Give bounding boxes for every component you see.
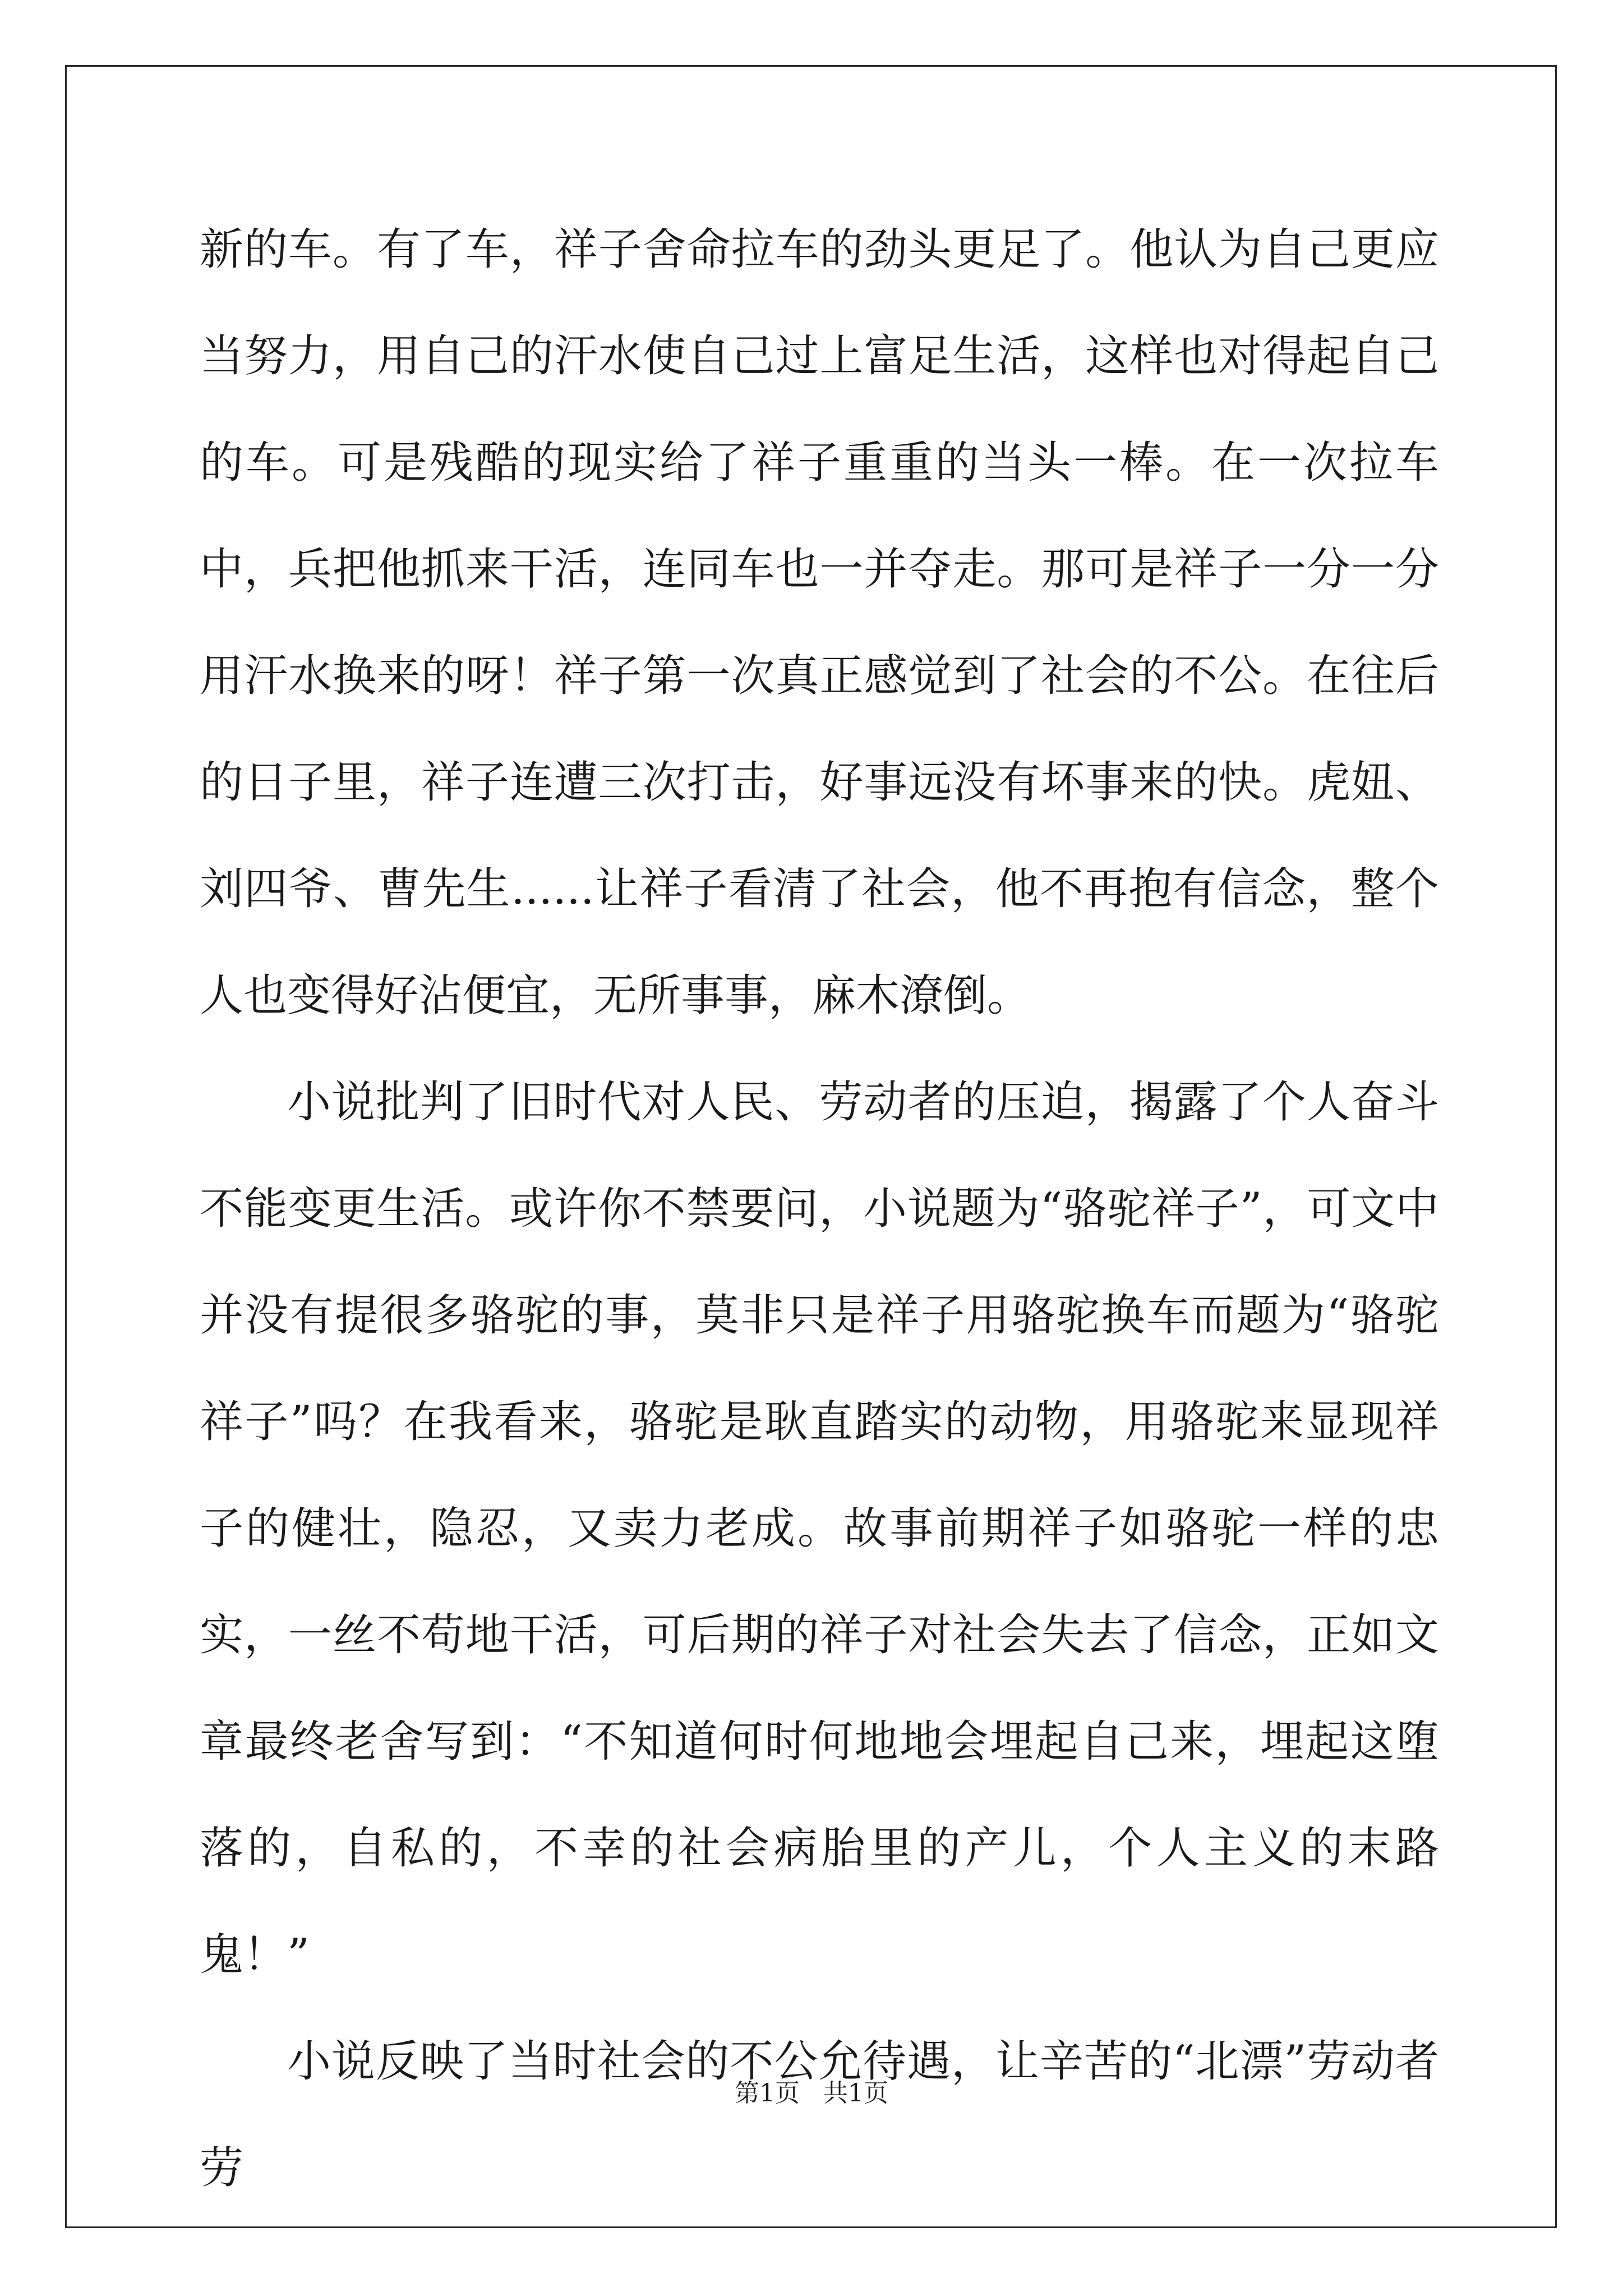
document-body [200,196,1439,2221]
paragraph-3: 小说反映了当时社会的不公允待遇，让辛苦的“北漂”劳动者劳 [200,2036,1439,2193]
paragraph-2: 小说批判了旧时代对人民、劳动者的压迫，揭露了个人奋斗不能变更生活。或许你不禁要问，小说题为“骆驼祥子”，可文中并没有提很多骆驼的事，莫非只是祥子用骆驼换车而题为“骆驼祥子”吗？在我看来，骆驼是耿直踏实的动物，用骆驼来显现祥子的健壮，隐忍，又卖力老成。故事前期祥子如骆驼一样的忠实，一丝不苟地干活，可后期的祥子对社会失去了信念，正如文章最终老舍写到：“不知道何时何地地会埋起自己来，埋起这堕落的，自私的，不幸的社会病胎里的产儿，个人主义的末路鬼！” [200,1077,1439,1980]
paragraph-1: 新的车。有了车，祥子舍命拉车的劲头更足了。他认为自己更应当努力，用自己的汗水使自己过上富足生活，这样也对得起自己的车。可是残酷的现实给了祥子重重的当头一棒。在一次拉车中，兵把他抓来干活，连同车也一并夺走。那可是祥子一分一分用汗水换来的呀！祥子第一次真正感觉到了社会的不公。在往后的日子里，祥子连遭三次打击，好事远没有坏事来的快。虎妞、刘四爷、曹先生......让祥子看清了社会，他不再抱有信念，整个人也变得好沾便宜，无所事事，麻木潦倒。 [200,224,1439,1021]
page-number-footer: 第1页 共1页 [735,2079,888,2108]
